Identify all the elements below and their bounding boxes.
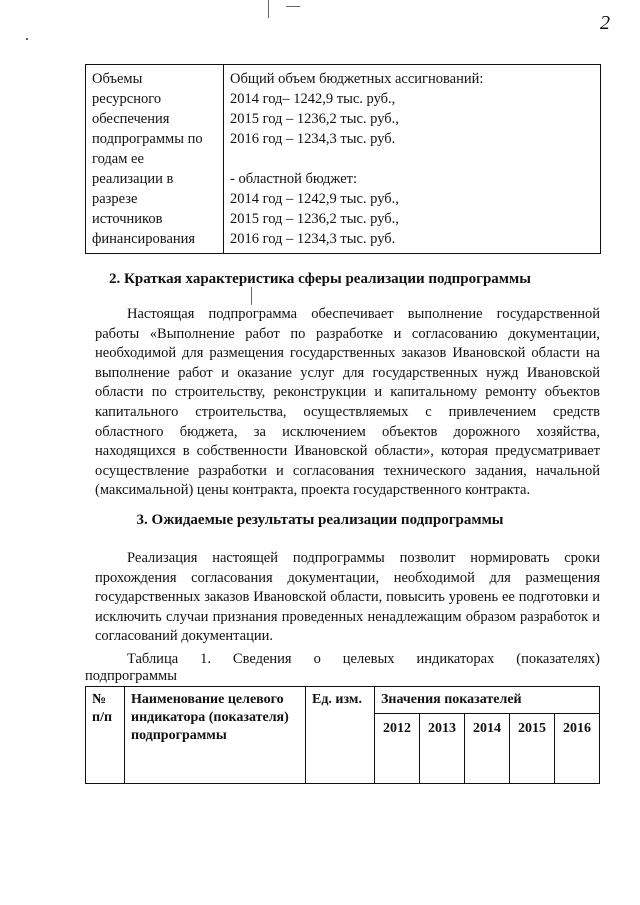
section-3-heading: 3. Ожидаемые результаты реализации подпрограммы [136, 512, 504, 528]
resource-label-line: разрезе [92, 191, 138, 207]
resource-label-line: подпрограммы по [92, 131, 203, 147]
regional-budget-line: 2016 год – 1234,3 тыс. руб. [230, 231, 396, 247]
spacer [230, 149, 594, 169]
total-budget-line: 2016 год – 1234,3 тыс. руб. [230, 131, 396, 147]
resource-label-line: финансирования [92, 231, 196, 247]
page-number: 2 [600, 12, 610, 34]
header-values: Значения показателей [375, 687, 600, 714]
resource-label-line: годам ее [92, 151, 144, 167]
resource-label-line: источников [92, 211, 163, 227]
scan-artifact-mark [26, 38, 28, 40]
caption-word: о [313, 651, 321, 667]
resource-label-line: ресурсного [92, 91, 162, 107]
header-year: 2016 [555, 714, 600, 784]
resource-label-line: реализации в [92, 171, 174, 187]
caption-word: Таблица [127, 651, 179, 667]
header-number: № п/п [86, 687, 125, 784]
total-budget-line: 2015 год – 1236,2 тыс. руб., [230, 111, 399, 127]
caption-word: (показателях) [516, 651, 600, 667]
scan-artifact-mark [286, 6, 300, 7]
header-year: 2014 [465, 714, 510, 784]
section-2-heading: 2. Краткая характеристика сферы реализации подпрограммы [109, 271, 531, 287]
header-indicator-name: Наименование целевого индикатора (показателя) подпрограммы [125, 687, 306, 784]
scan-artifact-mark [268, 0, 269, 18]
resource-label-line: Объемы [92, 71, 143, 87]
caption-word: 1. [200, 651, 211, 667]
total-budget-line: 2014 год– 1242,9 тыс. руб., [230, 91, 396, 107]
table-1-caption [85, 651, 600, 685]
caption-word: индикаторах [416, 651, 495, 667]
caption-word: целевых [342, 651, 395, 667]
indicators-table [85, 686, 600, 784]
regional-budget-line: 2015 год – 1236,2 тыс. руб., [230, 211, 399, 227]
header-unit: Ед. изм. [306, 687, 375, 784]
regional-budget-line: 2014 год – 1242,9 тыс. руб., [230, 191, 399, 207]
section-2-paragraph: Настоящая подпрограмма обеспечивает выполнение государственной работы «Выполнение работ по разработке и согласованию документации, необходимой для размещения государственных заказов Ивановской области на выполнение работ и оказание услуг для государственных нужд Ивановской области по строительству, реконструкции и капитальному ремонту объектов капитального строительства, осуществляемых с привлечением средств областного бюджета, за исключением объектов дорожного хозяйства, находящихся в собственности Ивановской области», которая предусматривает осуществление разработки и согласования технического задания, начальной (максимальной) цены контракта, проекта государственного контракта. [95, 306, 600, 499]
caption-word: Сведения [232, 651, 292, 667]
resource-table [85, 64, 601, 254]
header-year: 2012 [375, 714, 420, 784]
header-year: 2013 [420, 714, 465, 784]
resource-label-cell [86, 65, 224, 254]
regional-budget-heading: - областной бюджет: [230, 171, 358, 187]
section-3-paragraph: Реализация настоящей подпрограммы позволит нормировать сроки прохождения согласования документации, необходимой для размещения государственных заказов Ивановской области, повысить уровень ее подготовки и исключить случаи признания проведенных ненадлежащим образом разработок и согласований документации. [95, 550, 600, 645]
header-year: 2015 [510, 714, 555, 784]
resource-values-cell [224, 65, 601, 254]
caption-continuation: подпрограммы [85, 668, 177, 684]
scan-artifact-mark [251, 287, 252, 305]
resource-label-line: обеспечения [92, 111, 170, 127]
total-budget-heading: Общий объем бюджетных ассигнований: [230, 71, 484, 87]
